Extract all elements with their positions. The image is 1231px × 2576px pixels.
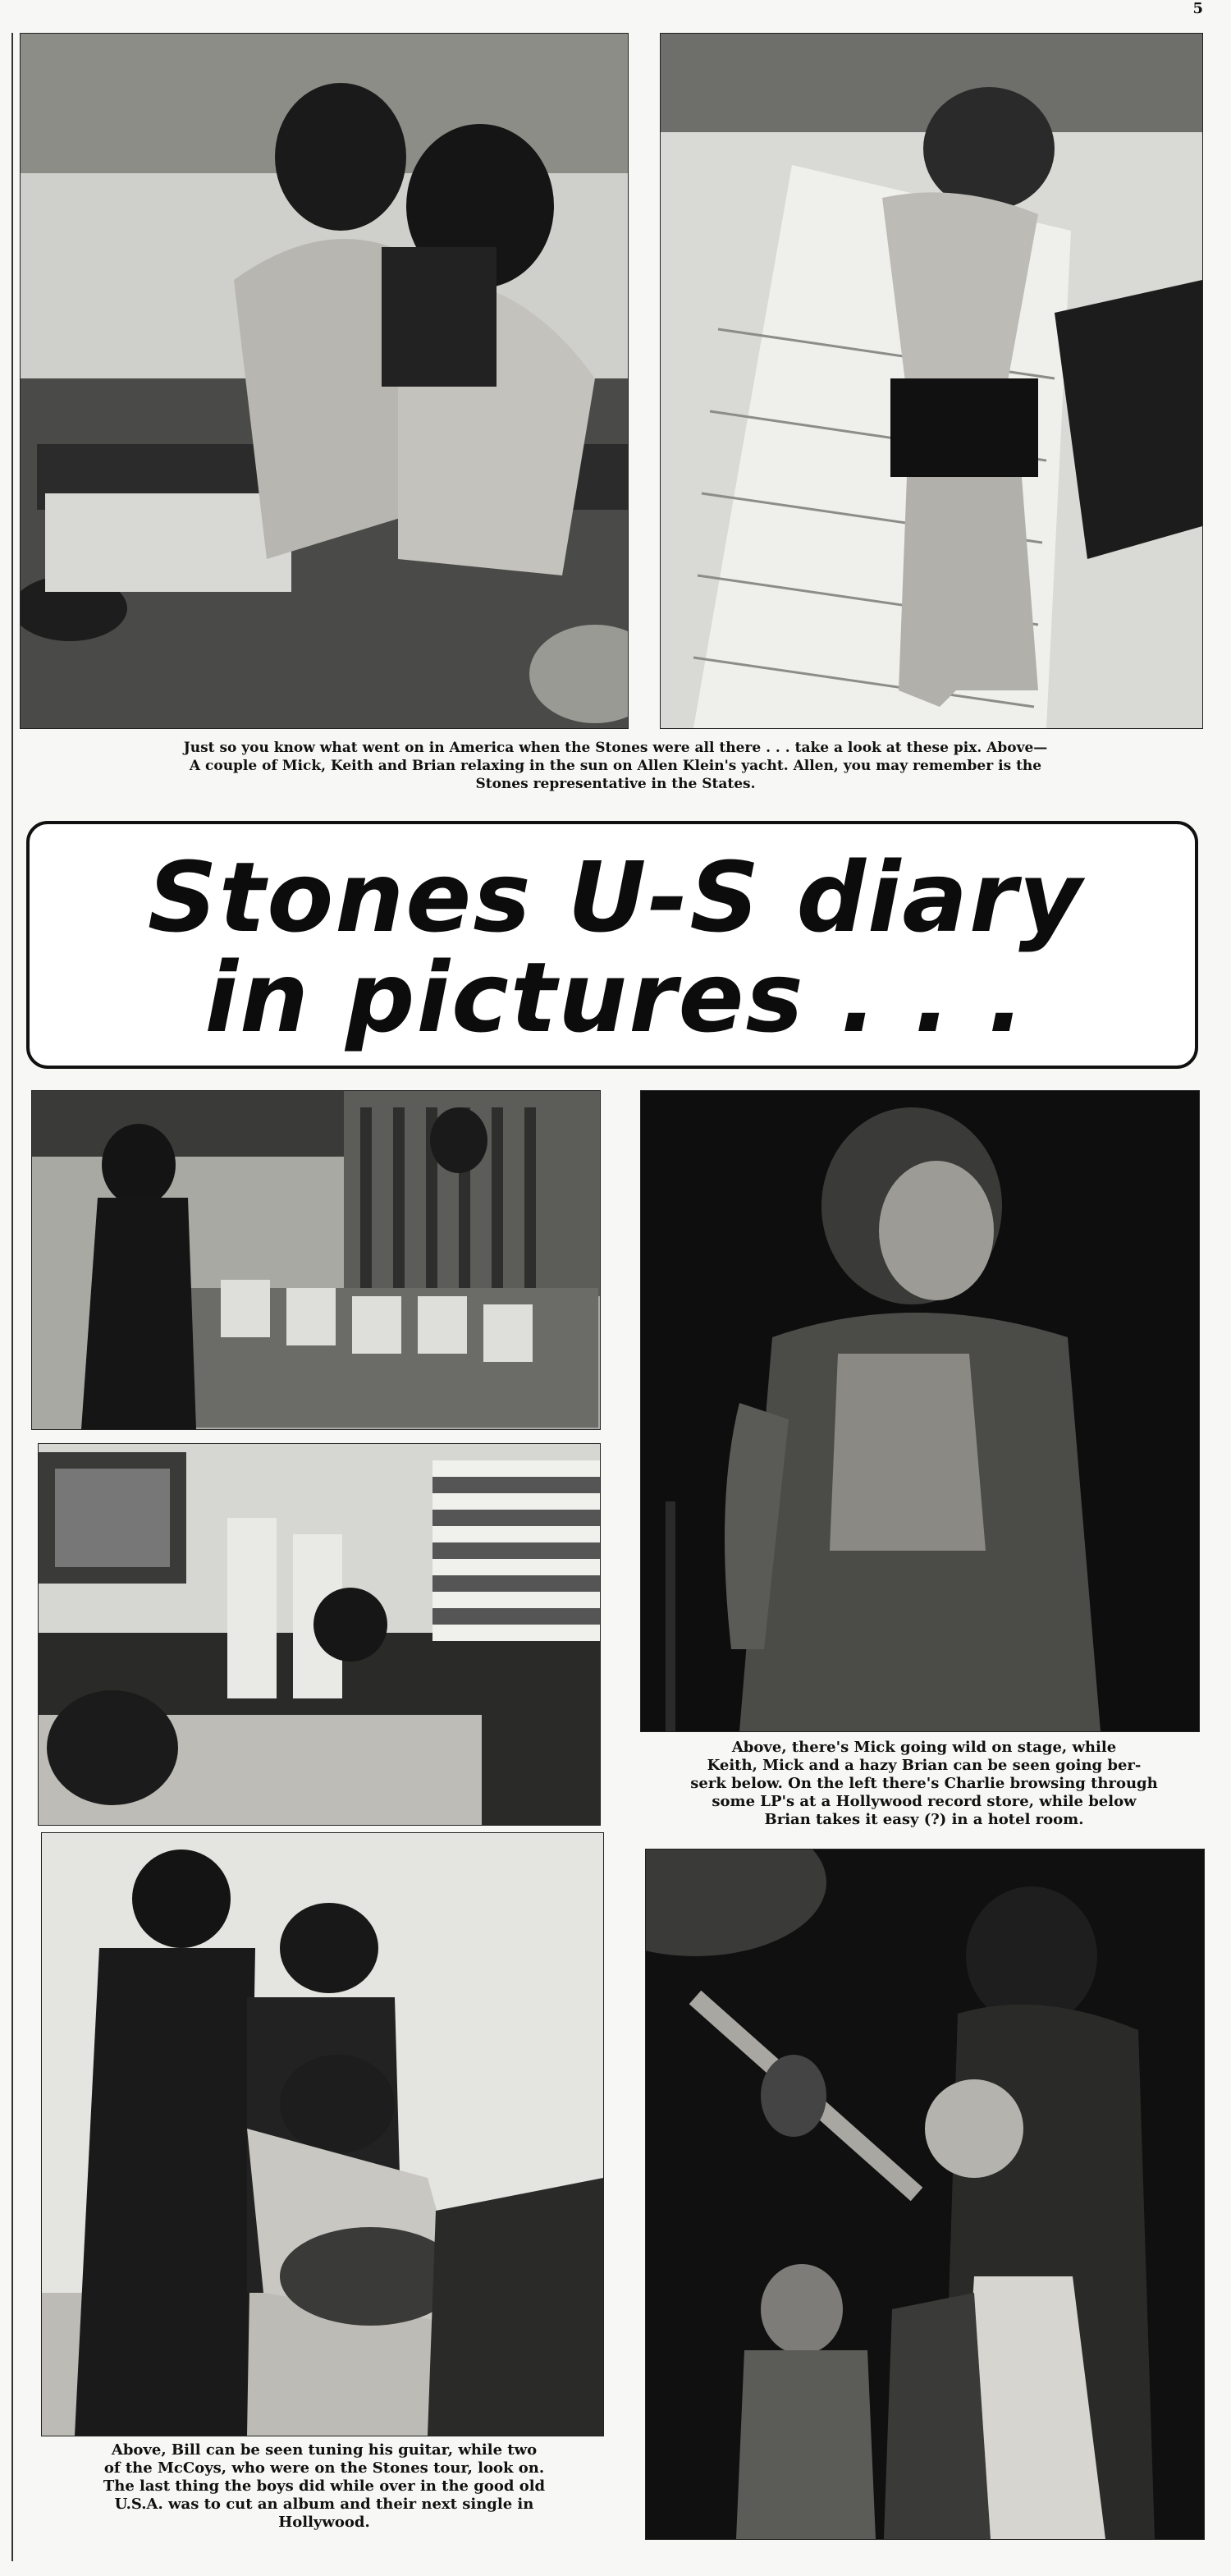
photo-band-stage <box>645 1849 1205 2540</box>
caption-bottom-line: The last thing the boys did while over in the good old <box>103 2477 546 2495</box>
caption-top <box>33 739 1198 793</box>
photo-mick-stage <box>640 1090 1200 1732</box>
photo-record-store <box>31 1090 601 1430</box>
page-number: 5 <box>1192 0 1203 17</box>
headline-line-2: in pictures . . . <box>204 941 1027 1054</box>
caption-bottom-line: Above, Bill can be seen tuning his guitar, while two <box>111 2441 538 2459</box>
caption-right-line: Keith, Mick and a hazy Brian can be seen going ber- <box>707 1757 1142 1774</box>
caption-right-line: some LP's at a Hollywood record store, while below <box>712 1793 1137 1810</box>
photo-hotel-room <box>38 1443 601 1826</box>
caption-right-line: serk below. On the left there's Charlie browsing through <box>690 1775 1158 1792</box>
caption-right-line: Brian takes it easy (?) in a hotel room. <box>764 1811 1084 1828</box>
caption-bottom-line: U.S.A. was to cut an album and their next single in <box>114 2496 534 2513</box>
photo-bill-guitar <box>41 1832 604 2436</box>
photo-yacht-left <box>20 33 629 729</box>
caption-bottom-line: Hollywood. <box>278 2514 370 2531</box>
caption-right <box>645 1739 1203 1829</box>
caption-top-line: A couple of Mick, Keith and Brian relaxing in the sun on Allen Klein's yacht. Allen, you may remember is the <box>189 758 1042 774</box>
caption-top-line: Just so you know what went on in America when the Stones were all there . . . take a look at these pix. Above— <box>183 740 1048 756</box>
caption-bottom <box>41 2441 607 2532</box>
caption-right-line: Above, there's Mick going wild on stage, while <box>731 1739 1117 1756</box>
left-border-rule <box>11 33 13 2561</box>
caption-top-line: Stones representative in the States. <box>475 776 756 792</box>
caption-bottom-line: of the McCoys, who were on the Stones tour, look on. <box>103 2459 545 2477</box>
photo-yacht-right <box>660 33 1203 729</box>
headline-line-1: Stones U-S diary <box>147 841 1084 954</box>
